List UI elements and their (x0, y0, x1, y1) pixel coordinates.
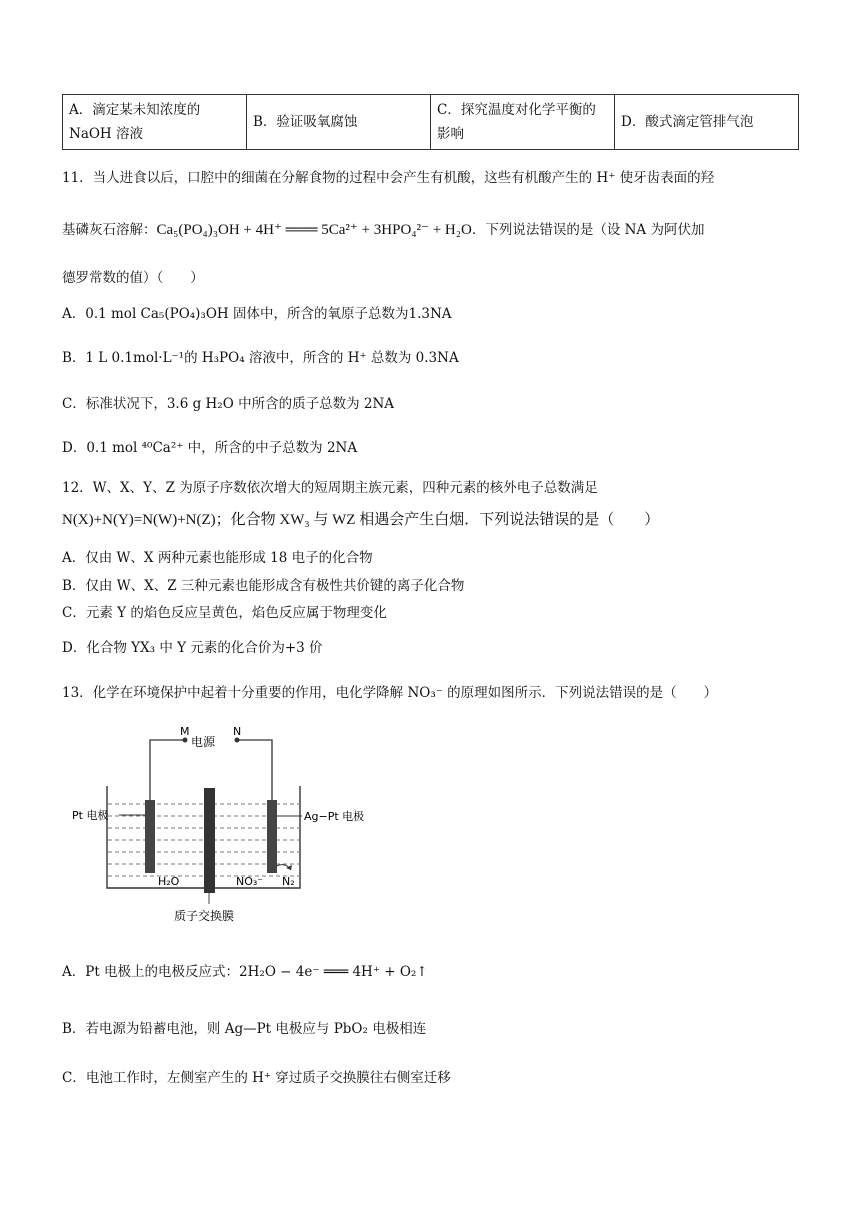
q12-option-c: C．元素 Y 的焰色反应呈黄色，焰色反应属于物理变化 (62, 605, 387, 621)
table-cell-c: C．探究温度对化学平衡的影响 (431, 95, 615, 150)
q12-stem-line1: 12．W、X、Y、Z 为原子序数依次增大的短周期主族元素，四种元素的核外电子总数满足 (62, 480, 598, 496)
m-label: M (180, 725, 190, 738)
q13-option-b: B．若电源为铅蓄电池，则 Ag—Pt 电极应与 PbO₂ 电极相连 (62, 1021, 427, 1037)
q12-option-b: B．仅由 W、X、Z 三种元素也能形成含有极性共价键的离子化合物 (62, 578, 465, 594)
q11-stem-line1: 11．当人进食以后，口腔中的细菌在分解食物的过程中会产生有机酸，这些有机酸产生的 H⁺ 使牙齿表面的羟 (62, 170, 715, 186)
electrolysis-diagram (62, 718, 402, 933)
q11-line2-suffix: ．下列说法错误的是（设 NA 为阿伏加 (471, 222, 705, 238)
q13-option-a: A．Pt 电极上的电极反应式：2H₂O − 4e⁻ ═══ 4H⁺ + O₂↑ (62, 964, 428, 980)
q11-equation: Ca₅(PO₄)₃OH + 4H⁺ ═══ 5Ca²⁺ + 3HPO₄²⁻ + H₂O (156, 222, 472, 238)
table-cell-a: A．滴定某未知浓度的NaOH 溶液 (63, 95, 247, 150)
n2-label: N₂ (282, 875, 295, 888)
table-row (63, 95, 799, 150)
q12-option-d: D．化合物 YX₃ 中 Y 元素的化合价为+3 价 (62, 640, 323, 656)
q11-option-c: C．标准状况下，3.6 g H₂O 中所含的质子总数为 2NA (62, 396, 395, 412)
pt-electrode (145, 800, 155, 873)
proton-exchange-membrane (204, 788, 215, 893)
n-label: N (233, 725, 242, 738)
membrane-label: 质子交换膜 (174, 909, 235, 923)
q12-option-a: A．仅由 W、X 两种元素也能形成 18 电子的化合物 (62, 550, 373, 566)
table-cell-b: B．验证吸氧腐蚀 (247, 95, 431, 150)
options-table (62, 94, 799, 150)
q11-stem-line3: 德罗常数的值）（ ） (62, 270, 204, 286)
q11-option-a: A．0.1 mol Ca₅(PO₄)₃OH 固体中，所含的氧原子总数为1.3NA (62, 306, 452, 322)
nitrate-label: NO₃⁻ (236, 875, 264, 888)
q12-stem-line2: N(X)+N(Y)=N(W)+N(Z)；化合物 XW₃ 与 WZ 相遇会产生白烟．下列说法错误的是（ ） (62, 512, 660, 528)
water-label: H₂O (158, 875, 180, 888)
left-electrode-label: Pt 电极 (72, 809, 109, 822)
power-label: 电源 (191, 735, 216, 749)
terminal-m (183, 738, 188, 743)
terminal-n (235, 738, 240, 743)
q11-option-b: B．1 L 0.1mol·L⁻¹的 H₃PO₄ 溶液中，所含的 H⁺ 总数为 0.3NA (62, 350, 459, 366)
table-cell-d: D．酸式滴定管排气泡 (615, 95, 799, 150)
q13-stem: 13．化学在环境保护中起着十分重要的作用，电化学降解 NO₃⁻ 的原理如图所示．下列说法错误的是（ ） (62, 685, 718, 701)
q11-stem-line2 (62, 218, 704, 239)
q13-option-c: C．电池工作时，左侧室产生的 H⁺ 穿过质子交换膜往右侧室迁移 (62, 1070, 451, 1086)
q11-option-d: D．0.1 mol ⁴⁰Ca²⁺ 中，所含的中子总数为 2NA (62, 440, 358, 456)
right-electrode-label: Ag−Pt 电极 (304, 810, 365, 823)
ag-pt-electrode (267, 800, 277, 873)
q11-line2-prefix: 基磷灰石溶解： (62, 222, 157, 238)
